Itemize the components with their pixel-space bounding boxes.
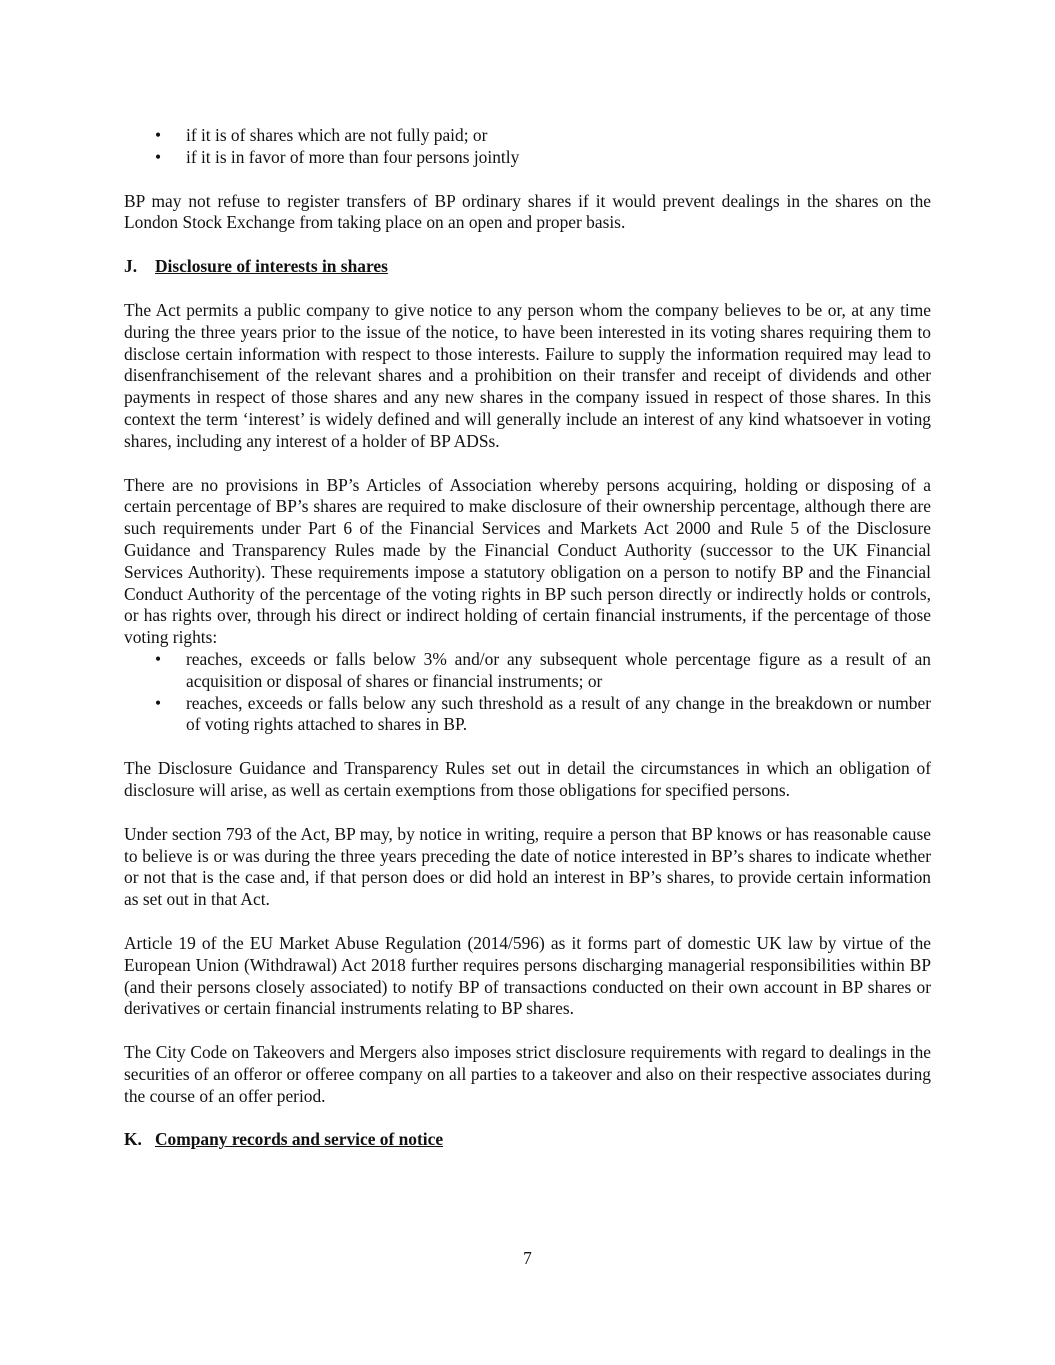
paragraph-city-code: The City Code on Takeovers and Mergers also imposes strict disclosure requirements with regard to dealings in the securities of an offeror or offeree company on all parties to a takeover and also on their respective associates during the course of an offer period. xyxy=(124,1042,931,1106)
list-item xyxy=(124,649,931,693)
paragraph-disclosure-rules: The Disclosure Guidance and Transparency Rules set out in detail the circumstances in which an obligation of disclosure will arise, as well as certain exemptions from those obligations for specified persons. xyxy=(124,758,931,800)
list-item-text: if it is of shares which are not fully paid; or xyxy=(186,125,488,145)
bullet-icon: • xyxy=(155,692,162,713)
section-heading-k xyxy=(124,1129,931,1151)
list-item xyxy=(124,693,931,737)
bullet-icon: • xyxy=(155,648,162,669)
section-heading-j xyxy=(124,256,931,278)
section-letter: K. xyxy=(124,1129,142,1150)
list-item-text: reaches, exceeds or falls below any such threshold as a result of any change in the breakdown or number of voting rights attached to shares in BP. xyxy=(186,692,931,735)
bullet-list-thresholds xyxy=(124,649,931,736)
paragraph-section-793: Under section 793 of the Act, BP may, by notice in writing, require a person that BP knows or has reasonable cause to believe is or was during the three years preceding the date of notice interested in BP’s shares to indicate whether or not that is the case and, if that person does or did hold an interest in BP’s shares, to provide certain information as set out in that Act. xyxy=(124,823,931,910)
bullet-list-transfer-conditions xyxy=(124,125,931,169)
page-number: 7 xyxy=(523,1248,532,1268)
list-item xyxy=(124,147,931,169)
bullet-icon: • xyxy=(155,146,162,167)
document-page xyxy=(124,125,931,1151)
paragraph-act-notice: The Act permits a public company to give notice to any person whom the company believes to be or, at any time during the three years prior to the issue of the notice, to have been interested in its voting shares requiring them to disclose certain information with respect to those interests. Failure to supply the information required may lead to disenfranchisement of the relevant shares and a prohibition on their transfer and receipt of dividends and other payments in respect of those shares and any new shares in the company issued in respect of those shares. In this context the term ‘interest’ is widely defined and will generally include an interest of any kind whatsoever in voting shares, including any interest of a holder of BP ADSs. xyxy=(124,299,931,451)
list-item-text: if it is in favor of more than four persons jointly xyxy=(186,146,520,167)
section-letter: J. xyxy=(124,256,138,277)
paragraph-articles-of-association: There are no provisions in BP’s Articles of Association whereby persons acquiring, holding or disposing of a certain percentage of BP’s shares are required to make disclosure of their ownership percentage, although there are such requirements under Part 6 of the Financial Services and Markets Act 2000 and Rule 5 of the Disclosure Guidance and Transparency Rules made by the Financial Conduct Authority (successor to the UK Financial Services Authority). These requirements impose a statutory obligation on a person to notify BP and the Financial Conduct Authority of the percentage of the voting rights in BP such person directly or indirectly holds or controls, or has rights over, through his direct or indirect holding of certain financial instruments, if the percentage of those voting rights: xyxy=(124,474,931,648)
section-title: Disclosure of interests in shares xyxy=(155,256,388,277)
section-title: Company records and service of notice xyxy=(155,1129,444,1150)
bullet-icon: • xyxy=(155,125,162,145)
list-item-text: reaches, exceeds or falls below 3% and/or any subsequent whole percentage figure as a result of an acquisition or disposal of shares or financial instruments; or xyxy=(186,648,931,691)
list-item xyxy=(124,125,931,147)
paragraph-transfer-refusal: BP may not refuse to register transfers of BP ordinary shares if it would prevent dealings in the shares on the London Stock Exchange from taking place on an open and proper basis. xyxy=(124,190,931,233)
paragraph-market-abuse-regulation: Article 19 of the EU Market Abuse Regulation (2014/596) as it forms part of domestic UK law by virtue of the European Union (Withdrawal) Act 2018 further requires persons discharging managerial responsibilities within BP (and their persons closely associated) to notify BP of transactions conducted on their own account in BP shares or derivatives or certain financial instruments relating to BP shares. xyxy=(124,932,931,1019)
